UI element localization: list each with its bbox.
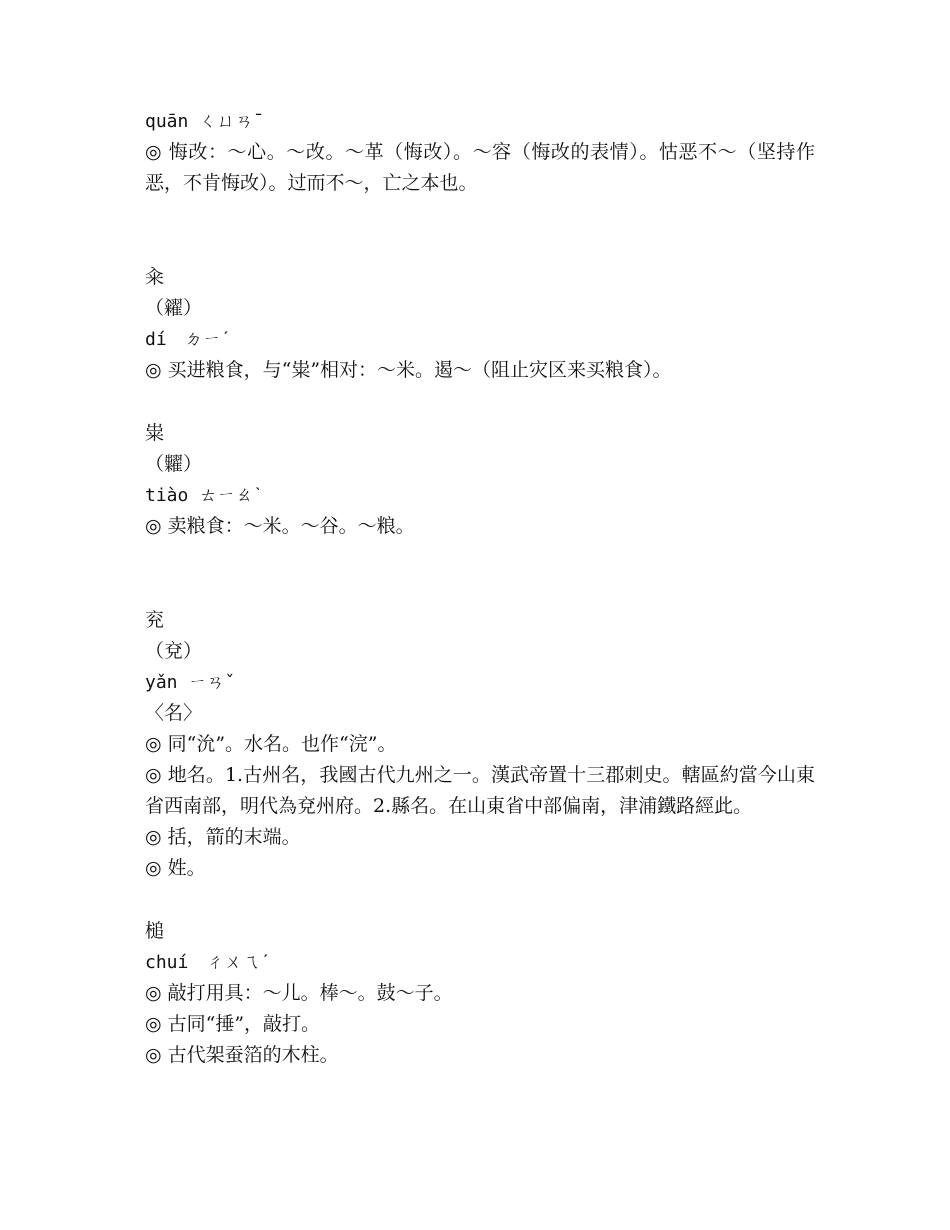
spacer xyxy=(145,884,815,916)
definition: ◎ 地名。1.古州名，我國古代九州之一。漢武帝置十三郡刺史。轄區約當今山東省西南部，明代為兗州府。2.縣名。在山東省中部偏南，津浦鐵路經此。 xyxy=(145,764,815,817)
entry-tiao xyxy=(145,418,815,542)
pronunciation: dí ㄉㄧˊ xyxy=(145,329,232,350)
definition: ◎ 姓。 xyxy=(145,857,206,879)
definition: ◎ 悔改：～心。～改。～革（悔改）。～容（悔改的表情）。怙恶不～（坚持作恶，不肯悔改）。过而不～，亡之本也。 xyxy=(145,141,815,194)
headword: 兖 xyxy=(145,609,165,631)
spacer xyxy=(145,386,815,418)
entry-di xyxy=(145,262,815,386)
definition: ◎ 括，箭的末端。 xyxy=(145,826,301,848)
definition: ◎ 卖粮食：～米。～谷。～粮。 xyxy=(145,515,415,537)
headword: 槌 xyxy=(145,920,165,942)
definition: ◎ 同“沇”。水名。也作“浣”。 xyxy=(145,733,397,755)
definition: ◎ 古同“捶”，敲打。 xyxy=(145,1013,321,1035)
entry-quan xyxy=(145,106,815,199)
definition: ◎ 古代架蚕箔的木柱。 xyxy=(145,1044,339,1066)
pronunciation: quān ㄑㄩㄢˉ xyxy=(145,111,265,132)
pronunciation: yǎn ㄧㄢˇ xyxy=(145,672,236,693)
definition: ◎ 买进粮食，与“粜”相对：～米。遏～（阻止灾区来买粮食）。 xyxy=(145,359,672,381)
entry-yan xyxy=(145,605,815,884)
traditional-form: （糶） xyxy=(145,453,203,475)
spacer xyxy=(145,199,815,262)
pronunciation: tiào ㄊㄧㄠˋ xyxy=(145,485,264,506)
traditional-form: （兗） xyxy=(145,640,203,662)
dictionary-page xyxy=(145,106,815,1071)
entry-chui xyxy=(145,916,815,1071)
headword: 粜 xyxy=(145,422,165,444)
traditional-form: （糴） xyxy=(145,297,203,319)
spacer xyxy=(145,542,815,605)
part-of-speech: 〈名〉 xyxy=(145,702,203,724)
pronunciation: chuí ㄔㄨㄟˊ xyxy=(145,952,272,973)
definition: ◎ 敲打用具：～儿。棒～。鼓～子。 xyxy=(145,982,453,1004)
headword: 籴 xyxy=(145,266,165,288)
